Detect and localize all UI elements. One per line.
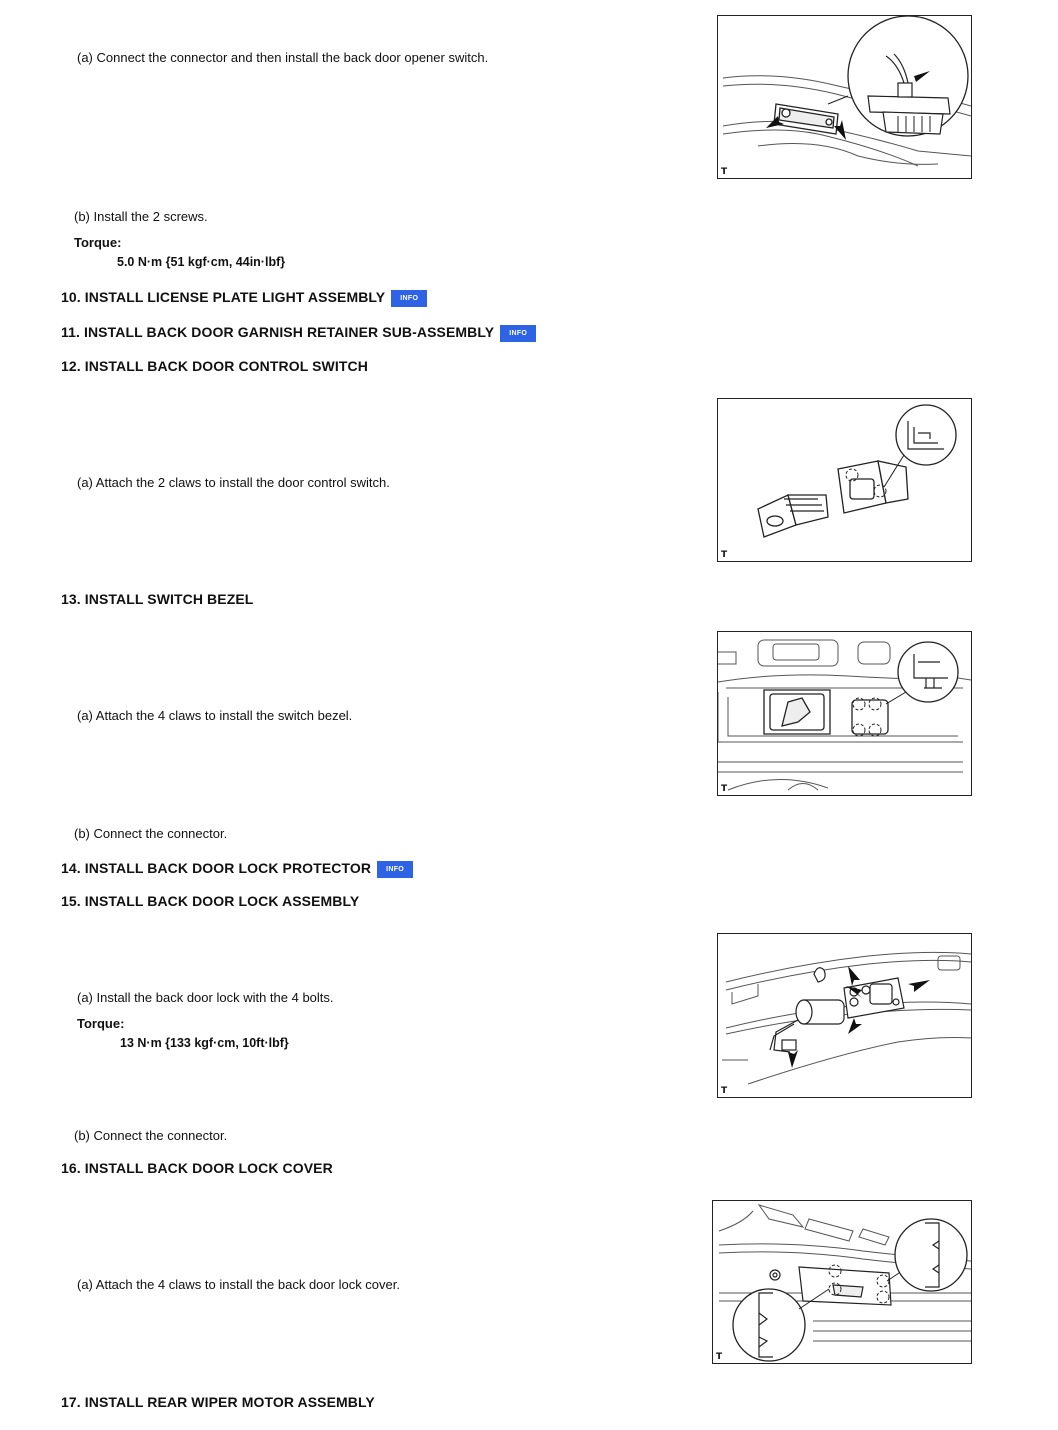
figure-marker: T [721,550,728,560]
info-button[interactable]: INFO [500,325,536,342]
step-14-heading [61,860,413,878]
instruction-connect-connector: (b) Connect the connector. [74,826,228,841]
instruction-attach-4-claws-bezel: (a) Attach the 4 claws to install the switch bezel. [77,708,353,723]
step-14-title: 14. INSTALL BACK DOOR LOCK PROTECTOR [61,860,372,876]
switch-bezel-illustration [718,632,971,795]
instruction-attach-4-claws-cover: (a) Attach the 4 claws to install the back door lock cover. [77,1277,400,1292]
figure-back-door-lock-cover [712,1200,972,1364]
door-control-switch-illustration [718,399,971,561]
step-15-heading: 15. INSTALL BACK DOOR LOCK ASSEMBLY [61,893,360,909]
step-10-title: 10. INSTALL LICENSE PLATE LIGHT ASSEMBLY [61,289,386,305]
opener-switch-illustration [718,16,971,178]
step-13-heading: 13. INSTALL SWITCH BEZEL [61,591,254,607]
instruction-opener-switch: (a) Connect the connector and then install the back door opener switch. [77,50,489,65]
back-door-lock-cover-illustration [713,1201,971,1363]
info-button[interactable]: INFO [391,290,427,307]
figure-marker: T [721,1086,728,1096]
figure-marker: T [721,784,728,794]
instruction-connect-connector: (b) Connect the connector. [74,1128,228,1143]
figure-marker: T [721,167,728,177]
figure-door-control-switch [717,398,972,562]
step-10-heading [61,289,427,307]
info-button[interactable]: INFO [377,861,413,878]
step-16-heading: 16. INSTALL BACK DOOR LOCK COVER [61,1160,333,1176]
instruction-attach-2-claws: (a) Attach the 2 claws to install the door control switch. [77,475,390,490]
step-12-heading: 12. INSTALL BACK DOOR CONTROL SWITCH [61,358,368,374]
step-11-heading [61,324,536,342]
torque-label: Torque: [74,235,122,250]
figure-opener-switch [717,15,972,179]
step-17-heading: 17. INSTALL REAR WIPER MOTOR ASSEMBLY [61,1394,375,1410]
instruction-install-screws: (b) Install the 2 screws. [74,209,208,224]
figure-switch-bezel [717,631,972,796]
torque-label: Torque: [77,1016,125,1031]
figure-marker: T [716,1352,723,1362]
back-door-lock-illustration [718,934,971,1097]
figure-back-door-lock [717,933,972,1098]
torque-value: 13 N·m {133 kgf·cm, 10ft·lbf} [120,1036,289,1050]
instruction-install-lock-bolts: (a) Install the back door lock with the 4 bolts. [77,990,334,1005]
torque-value: 5.0 N·m {51 kgf·cm, 44in·lbf} [117,255,286,269]
step-11-title: 11. INSTALL BACK DOOR GARNISH RETAINER SUB-ASSEMBLY [61,324,495,340]
